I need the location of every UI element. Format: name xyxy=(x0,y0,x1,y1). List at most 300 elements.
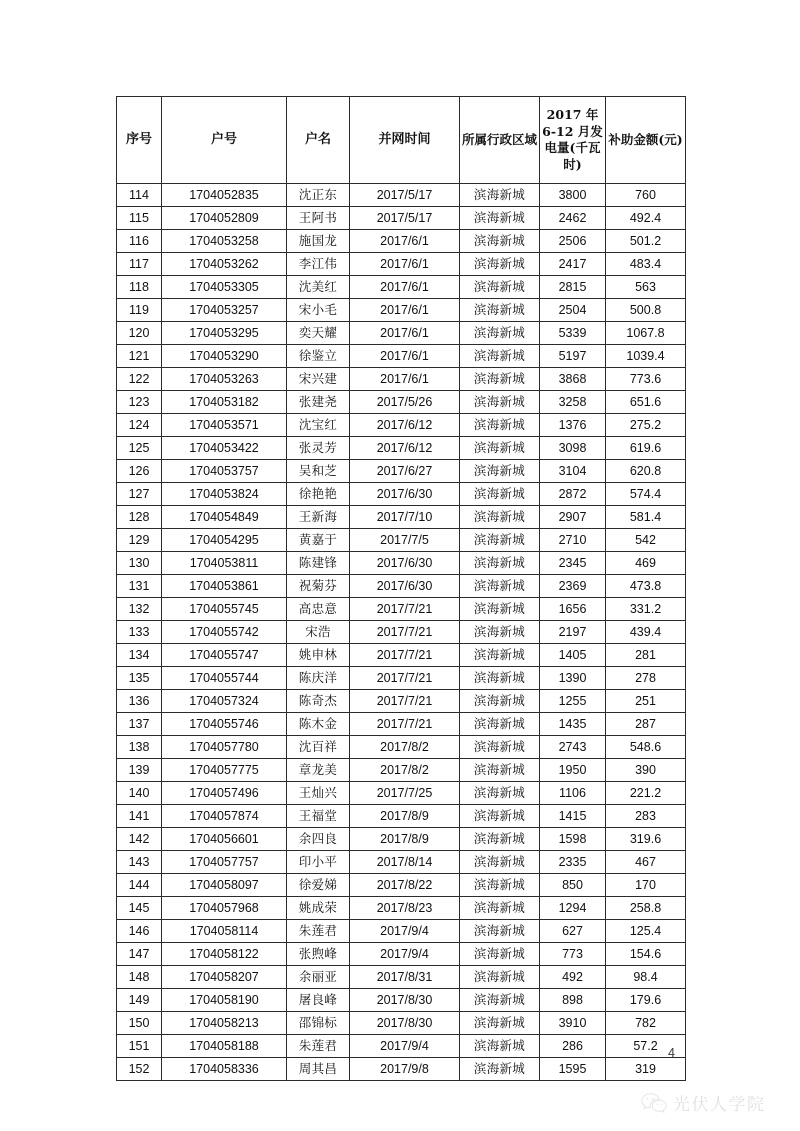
cell-date: 2017/8/23 xyxy=(350,897,460,920)
cell-date: 2017/8/31 xyxy=(350,966,460,989)
table-header-row xyxy=(117,97,686,184)
table-row xyxy=(117,230,686,253)
cell-account: 1704055745 xyxy=(162,598,287,621)
table-header xyxy=(117,97,686,184)
table-row xyxy=(117,621,686,644)
cell-subsidy-amount: 619.6 xyxy=(606,437,686,460)
table-row xyxy=(117,667,686,690)
cell-date: 2017/7/21 xyxy=(350,621,460,644)
cell-subsidy-amount: 281 xyxy=(606,644,686,667)
cell-region: 滨海新城 xyxy=(460,828,540,851)
cell-account: 1704053861 xyxy=(162,575,287,598)
table-row xyxy=(117,552,686,575)
cell-account: 1704055744 xyxy=(162,667,287,690)
table-row xyxy=(117,690,686,713)
cell-account: 1704058188 xyxy=(162,1035,287,1058)
cell-seq: 136 xyxy=(117,690,162,713)
cell-region: 滨海新城 xyxy=(460,575,540,598)
cell-subsidy-amount: 620.8 xyxy=(606,460,686,483)
table-row xyxy=(117,460,686,483)
watermark-text: 光伏人学院 xyxy=(673,1095,766,1115)
cell-region: 滨海新城 xyxy=(460,736,540,759)
cell-account: 1704053811 xyxy=(162,552,287,575)
cell-seq: 138 xyxy=(117,736,162,759)
cell-account: 1704053290 xyxy=(162,345,287,368)
cell-region: 滨海新城 xyxy=(460,644,540,667)
cell-region: 滨海新城 xyxy=(460,391,540,414)
cell-generation-kwh: 2710 xyxy=(540,529,606,552)
cell-account: 1704057757 xyxy=(162,851,287,874)
column-header-name: 户名 xyxy=(287,97,350,184)
table-row xyxy=(117,299,686,322)
cell-seq: 121 xyxy=(117,345,162,368)
cell-name: 朱莲君 xyxy=(287,920,350,943)
cell-region: 滨海新城 xyxy=(460,437,540,460)
table-row xyxy=(117,575,686,598)
table-row xyxy=(117,874,686,897)
cell-generation-kwh: 3800 xyxy=(540,184,606,207)
cell-seq: 129 xyxy=(117,529,162,552)
table-row xyxy=(117,253,686,276)
cell-account: 1704053258 xyxy=(162,230,287,253)
cell-date: 2017/7/25 xyxy=(350,782,460,805)
cell-date: 2017/6/1 xyxy=(350,299,460,322)
cell-region: 滨海新城 xyxy=(460,621,540,644)
table-row xyxy=(117,322,686,345)
cell-date: 2017/6/1 xyxy=(350,345,460,368)
cell-date: 2017/7/21 xyxy=(350,644,460,667)
cell-generation-kwh: 898 xyxy=(540,989,606,1012)
cell-account: 1704054295 xyxy=(162,529,287,552)
cell-seq: 127 xyxy=(117,483,162,506)
cell-account: 1704058190 xyxy=(162,989,287,1012)
cell-date: 2017/9/4 xyxy=(350,920,460,943)
cell-generation-kwh: 5197 xyxy=(540,345,606,368)
cell-account: 1704058097 xyxy=(162,874,287,897)
table-row xyxy=(117,805,686,828)
table-row xyxy=(117,368,686,391)
cell-region: 滨海新城 xyxy=(460,851,540,874)
cell-generation-kwh: 1598 xyxy=(540,828,606,851)
cell-subsidy-amount: 773.6 xyxy=(606,368,686,391)
table-row xyxy=(117,345,686,368)
cell-generation-kwh: 1390 xyxy=(540,667,606,690)
cell-name: 王阿书 xyxy=(287,207,350,230)
cell-subsidy-amount: 283 xyxy=(606,805,686,828)
cell-region: 滨海新城 xyxy=(460,1035,540,1058)
cell-seq: 120 xyxy=(117,322,162,345)
cell-subsidy-amount: 278 xyxy=(606,667,686,690)
cell-seq: 117 xyxy=(117,253,162,276)
cell-region: 滨海新城 xyxy=(460,1012,540,1035)
table-row xyxy=(117,828,686,851)
cell-name: 宋兴建 xyxy=(287,368,350,391)
cell-account: 1704057496 xyxy=(162,782,287,805)
cell-date: 2017/7/5 xyxy=(350,529,460,552)
subsidy-table xyxy=(116,96,686,1081)
cell-account: 1704057775 xyxy=(162,759,287,782)
cell-date: 2017/5/17 xyxy=(350,184,460,207)
cell-seq: 135 xyxy=(117,667,162,690)
cell-name: 陈奇杰 xyxy=(287,690,350,713)
column-header-grid-connection-date: 并网时间 xyxy=(350,97,460,184)
cell-seq: 143 xyxy=(117,851,162,874)
cell-generation-kwh: 2417 xyxy=(540,253,606,276)
cell-date: 2017/8/30 xyxy=(350,1012,460,1035)
cell-name: 邵锦标 xyxy=(287,1012,350,1035)
cell-date: 2017/6/30 xyxy=(350,575,460,598)
cell-date: 2017/7/10 xyxy=(350,506,460,529)
cell-seq: 131 xyxy=(117,575,162,598)
cell-seq: 133 xyxy=(117,621,162,644)
table-row xyxy=(117,851,686,874)
cell-seq: 140 xyxy=(117,782,162,805)
cell-subsidy-amount: 500.8 xyxy=(606,299,686,322)
cell-account: 1704053257 xyxy=(162,299,287,322)
cell-seq: 141 xyxy=(117,805,162,828)
cell-name: 高忠意 xyxy=(287,598,350,621)
cell-generation-kwh: 3910 xyxy=(540,1012,606,1035)
cell-name: 王福堂 xyxy=(287,805,350,828)
column-header-subsidy-amount: 补助金额(元) xyxy=(606,97,686,184)
cell-generation-kwh: 1405 xyxy=(540,644,606,667)
cell-region: 滨海新城 xyxy=(460,368,540,391)
cell-region: 滨海新城 xyxy=(460,276,540,299)
cell-seq: 122 xyxy=(117,368,162,391)
cell-generation-kwh: 2369 xyxy=(540,575,606,598)
cell-generation-kwh: 3258 xyxy=(540,391,606,414)
page-number: 4 xyxy=(668,1046,675,1060)
cell-date: 2017/6/30 xyxy=(350,483,460,506)
cell-generation-kwh: 1656 xyxy=(540,598,606,621)
cell-subsidy-amount: 1039.4 xyxy=(606,345,686,368)
cell-account: 1704057780 xyxy=(162,736,287,759)
cell-region: 滨海新城 xyxy=(460,598,540,621)
table-row xyxy=(117,759,686,782)
cell-seq: 149 xyxy=(117,989,162,1012)
table-row xyxy=(117,713,686,736)
cell-region: 滨海新城 xyxy=(460,253,540,276)
column-header-account: 户号 xyxy=(162,97,287,184)
cell-region: 滨海新城 xyxy=(460,805,540,828)
cell-region: 滨海新城 xyxy=(460,345,540,368)
cell-account: 1704058213 xyxy=(162,1012,287,1035)
cell-generation-kwh: 2335 xyxy=(540,851,606,874)
cell-date: 2017/9/8 xyxy=(350,1058,460,1081)
cell-date: 2017/8/14 xyxy=(350,851,460,874)
cell-name: 王新海 xyxy=(287,506,350,529)
cell-seq: 123 xyxy=(117,391,162,414)
cell-region: 滨海新城 xyxy=(460,322,540,345)
cell-subsidy-amount: 258.8 xyxy=(606,897,686,920)
cell-subsidy-amount: 287 xyxy=(606,713,686,736)
cell-account: 1704053305 xyxy=(162,276,287,299)
cell-name: 徐艳艳 xyxy=(287,483,350,506)
cell-generation-kwh: 1415 xyxy=(540,805,606,828)
cell-account: 1704057324 xyxy=(162,690,287,713)
cell-name: 张建尧 xyxy=(287,391,350,414)
cell-generation-kwh: 492 xyxy=(540,966,606,989)
cell-date: 2017/6/12 xyxy=(350,437,460,460)
cell-subsidy-amount: 170 xyxy=(606,874,686,897)
cell-seq: 115 xyxy=(117,207,162,230)
cell-region: 滨海新城 xyxy=(460,207,540,230)
cell-seq: 148 xyxy=(117,966,162,989)
cell-region: 滨海新城 xyxy=(460,782,540,805)
table-row xyxy=(117,897,686,920)
table-row xyxy=(117,207,686,230)
table-row xyxy=(117,483,686,506)
cell-generation-kwh: 2345 xyxy=(540,552,606,575)
cell-region: 滨海新城 xyxy=(460,483,540,506)
cell-account: 1704053262 xyxy=(162,253,287,276)
cell-region: 滨海新城 xyxy=(460,690,540,713)
cell-account: 1704052809 xyxy=(162,207,287,230)
cell-date: 2017/6/12 xyxy=(350,414,460,437)
cell-account: 1704057968 xyxy=(162,897,287,920)
cell-name: 徐爱娣 xyxy=(287,874,350,897)
cell-region: 滨海新城 xyxy=(460,529,540,552)
table-row xyxy=(117,736,686,759)
cell-subsidy-amount: 251 xyxy=(606,690,686,713)
cell-subsidy-amount: 275.2 xyxy=(606,414,686,437)
column-header-generation-kwh: 2017 年 6-12 月发电量(千瓦时) xyxy=(540,97,606,184)
cell-region: 滨海新城 xyxy=(460,897,540,920)
cell-generation-kwh: 3104 xyxy=(540,460,606,483)
cell-generation-kwh: 2872 xyxy=(540,483,606,506)
cell-subsidy-amount: 548.6 xyxy=(606,736,686,759)
cell-name: 宋浩 xyxy=(287,621,350,644)
cell-date: 2017/8/22 xyxy=(350,874,460,897)
cell-date: 2017/7/21 xyxy=(350,713,460,736)
cell-account: 1704057874 xyxy=(162,805,287,828)
cell-region: 滨海新城 xyxy=(460,414,540,437)
cell-generation-kwh: 2462 xyxy=(540,207,606,230)
cell-generation-kwh: 3098 xyxy=(540,437,606,460)
column-header-seq: 序号 xyxy=(117,97,162,184)
table-row xyxy=(117,414,686,437)
cell-name: 沈百祥 xyxy=(287,736,350,759)
cell-generation-kwh: 2504 xyxy=(540,299,606,322)
cell-generation-kwh: 1595 xyxy=(540,1058,606,1081)
table-row xyxy=(117,1012,686,1035)
wechat-icon xyxy=(641,1092,667,1114)
cell-subsidy-amount: 563 xyxy=(606,276,686,299)
cell-name: 姚成荣 xyxy=(287,897,350,920)
table-body xyxy=(117,184,686,1081)
cell-subsidy-amount: 390 xyxy=(606,759,686,782)
cell-account: 1704053422 xyxy=(162,437,287,460)
cell-account: 1704053824 xyxy=(162,483,287,506)
cell-subsidy-amount: 98.4 xyxy=(606,966,686,989)
cell-subsidy-amount: 319.6 xyxy=(606,828,686,851)
cell-name: 施国龙 xyxy=(287,230,350,253)
cell-date: 2017/8/2 xyxy=(350,736,460,759)
cell-name: 陈庆洋 xyxy=(287,667,350,690)
cell-subsidy-amount: 439.4 xyxy=(606,621,686,644)
subsidy-table-container xyxy=(116,96,685,1081)
cell-date: 2017/7/21 xyxy=(350,690,460,713)
cell-region: 滨海新城 xyxy=(460,713,540,736)
cell-generation-kwh: 773 xyxy=(540,943,606,966)
table-row xyxy=(117,391,686,414)
cell-region: 滨海新城 xyxy=(460,920,540,943)
cell-region: 滨海新城 xyxy=(460,966,540,989)
cell-subsidy-amount: 179.6 xyxy=(606,989,686,1012)
cell-seq: 142 xyxy=(117,828,162,851)
cell-name: 王灿兴 xyxy=(287,782,350,805)
cell-region: 滨海新城 xyxy=(460,184,540,207)
cell-seq: 126 xyxy=(117,460,162,483)
cell-region: 滨海新城 xyxy=(460,460,540,483)
cell-generation-kwh: 1294 xyxy=(540,897,606,920)
cell-subsidy-amount: 760 xyxy=(606,184,686,207)
cell-seq: 119 xyxy=(117,299,162,322)
cell-subsidy-amount: 154.6 xyxy=(606,943,686,966)
cell-name: 朱莲君 xyxy=(287,1035,350,1058)
cell-generation-kwh: 1106 xyxy=(540,782,606,805)
cell-date: 2017/8/9 xyxy=(350,828,460,851)
cell-subsidy-amount: 1067.8 xyxy=(606,322,686,345)
cell-account: 1704056601 xyxy=(162,828,287,851)
table-row xyxy=(117,1035,686,1058)
cell-account: 1704054849 xyxy=(162,506,287,529)
table-row xyxy=(117,529,686,552)
table-row xyxy=(117,920,686,943)
table-row xyxy=(117,1058,686,1081)
cell-subsidy-amount: 319 xyxy=(606,1058,686,1081)
table-row xyxy=(117,782,686,805)
cell-name: 余四良 xyxy=(287,828,350,851)
cell-date: 2017/9/4 xyxy=(350,943,460,966)
cell-generation-kwh: 1376 xyxy=(540,414,606,437)
cell-subsidy-amount: 501.2 xyxy=(606,230,686,253)
cell-subsidy-amount: 483.4 xyxy=(606,253,686,276)
cell-subsidy-amount: 221.2 xyxy=(606,782,686,805)
cell-date: 2017/6/30 xyxy=(350,552,460,575)
table-row xyxy=(117,184,686,207)
cell-generation-kwh: 5339 xyxy=(540,322,606,345)
cell-seq: 116 xyxy=(117,230,162,253)
cell-subsidy-amount: 57.2 xyxy=(606,1035,686,1058)
cell-account: 1704058122 xyxy=(162,943,287,966)
cell-date: 2017/8/2 xyxy=(350,759,460,782)
cell-region: 滨海新城 xyxy=(460,874,540,897)
table-row xyxy=(117,989,686,1012)
cell-name: 陈建锋 xyxy=(287,552,350,575)
cell-seq: 147 xyxy=(117,943,162,966)
cell-region: 滨海新城 xyxy=(460,989,540,1012)
cell-date: 2017/7/21 xyxy=(350,667,460,690)
cell-account: 1704058336 xyxy=(162,1058,287,1081)
cell-seq: 152 xyxy=(117,1058,162,1081)
table-row xyxy=(117,644,686,667)
cell-generation-kwh: 1435 xyxy=(540,713,606,736)
cell-generation-kwh: 3868 xyxy=(540,368,606,391)
cell-name: 奕天耀 xyxy=(287,322,350,345)
cell-generation-kwh: 2907 xyxy=(540,506,606,529)
cell-generation-kwh: 1255 xyxy=(540,690,606,713)
cell-date: 2017/6/1 xyxy=(350,368,460,391)
cell-seq: 139 xyxy=(117,759,162,782)
cell-account: 1704053182 xyxy=(162,391,287,414)
table-row xyxy=(117,437,686,460)
cell-name: 吴和芝 xyxy=(287,460,350,483)
cell-subsidy-amount: 782 xyxy=(606,1012,686,1035)
cell-region: 滨海新城 xyxy=(460,299,540,322)
cell-region: 滨海新城 xyxy=(460,506,540,529)
table-row xyxy=(117,506,686,529)
cell-name: 宋小毛 xyxy=(287,299,350,322)
cell-account: 1704058114 xyxy=(162,920,287,943)
cell-name: 周其昌 xyxy=(287,1058,350,1081)
cell-seq: 134 xyxy=(117,644,162,667)
cell-name: 徐鉴立 xyxy=(287,345,350,368)
cell-date: 2017/5/26 xyxy=(350,391,460,414)
cell-seq: 118 xyxy=(117,276,162,299)
cell-account: 1704058207 xyxy=(162,966,287,989)
cell-account: 1704055746 xyxy=(162,713,287,736)
cell-account: 1704053295 xyxy=(162,322,287,345)
cell-account: 1704055742 xyxy=(162,621,287,644)
cell-name: 姚申林 xyxy=(287,644,350,667)
cell-name: 屠良峰 xyxy=(287,989,350,1012)
cell-generation-kwh: 2197 xyxy=(540,621,606,644)
cell-seq: 150 xyxy=(117,1012,162,1035)
cell-account: 1704053757 xyxy=(162,460,287,483)
cell-name: 沈美红 xyxy=(287,276,350,299)
cell-name: 黄嘉于 xyxy=(287,529,350,552)
table-row xyxy=(117,276,686,299)
cell-seq: 145 xyxy=(117,897,162,920)
cell-generation-kwh: 2506 xyxy=(540,230,606,253)
cell-date: 2017/6/1 xyxy=(350,230,460,253)
cell-account: 1704053263 xyxy=(162,368,287,391)
cell-date: 2017/7/21 xyxy=(350,598,460,621)
cell-region: 滨海新城 xyxy=(460,667,540,690)
cell-date: 2017/6/1 xyxy=(350,276,460,299)
cell-generation-kwh: 2743 xyxy=(540,736,606,759)
cell-seq: 125 xyxy=(117,437,162,460)
table-row xyxy=(117,598,686,621)
cell-date: 2017/9/4 xyxy=(350,1035,460,1058)
cell-name: 李江伟 xyxy=(287,253,350,276)
cell-seq: 124 xyxy=(117,414,162,437)
cell-seq: 151 xyxy=(117,1035,162,1058)
cell-account: 1704053571 xyxy=(162,414,287,437)
watermark xyxy=(641,1090,766,1115)
cell-account: 1704052835 xyxy=(162,184,287,207)
cell-subsidy-amount: 581.4 xyxy=(606,506,686,529)
cell-seq: 114 xyxy=(117,184,162,207)
cell-region: 滨海新城 xyxy=(460,552,540,575)
cell-seq: 144 xyxy=(117,874,162,897)
cell-seq: 137 xyxy=(117,713,162,736)
cell-seq: 130 xyxy=(117,552,162,575)
cell-name: 张煦峰 xyxy=(287,943,350,966)
cell-subsidy-amount: 574.4 xyxy=(606,483,686,506)
cell-region: 滨海新城 xyxy=(460,943,540,966)
cell-name: 余丽亚 xyxy=(287,966,350,989)
cell-name: 沈宝红 xyxy=(287,414,350,437)
table-row xyxy=(117,966,686,989)
cell-seq: 146 xyxy=(117,920,162,943)
cell-subsidy-amount: 331.2 xyxy=(606,598,686,621)
cell-name: 祝菊芬 xyxy=(287,575,350,598)
cell-date: 2017/6/1 xyxy=(350,322,460,345)
cell-region: 滨海新城 xyxy=(460,230,540,253)
cell-generation-kwh: 2815 xyxy=(540,276,606,299)
